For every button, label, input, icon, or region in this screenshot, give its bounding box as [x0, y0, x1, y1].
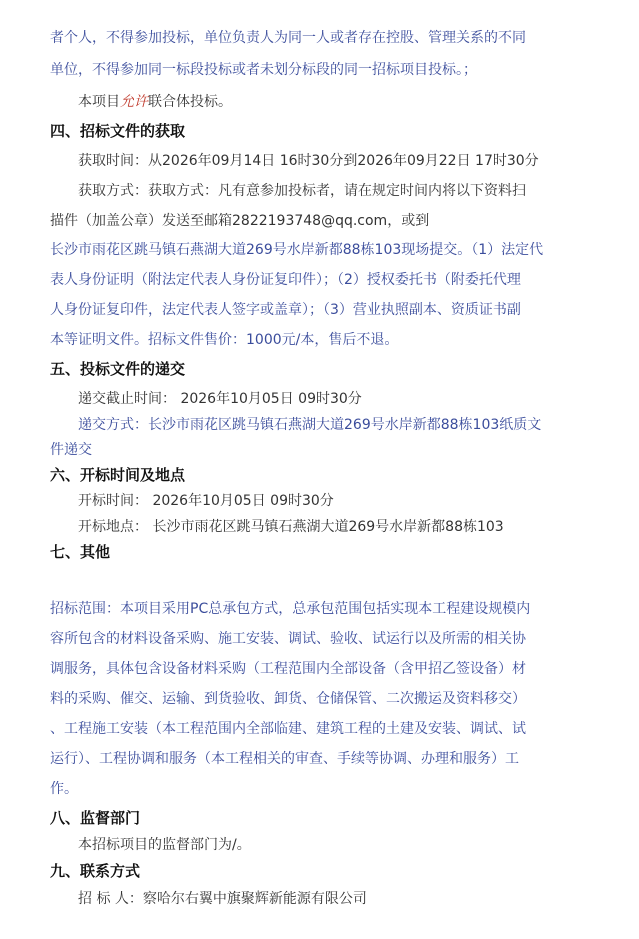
intro-line-1: 者个人，不得参加投标，单位负责人为同一人或者存在控股、管理关系的不同: [50, 30, 526, 46]
acquire-time: 获取时间：从2026年09月14日 16时30分到2026年09月22日 17时30分: [78, 153, 539, 169]
submit-method-line-1: 递交方式：长沙市雨花区跳马镇石燕湖大道269号水岸新都88栋103纸质文: [78, 417, 542, 433]
section-4-heading: 四、招标文件的获取: [50, 122, 186, 140]
opening-time: 开标时间： 2026年10月05日 09时30分: [78, 493, 334, 509]
scope-line-4: 料的采购、催交、运输、到货验收、卸货、仓储保管、二次搬运及资料移交）: [50, 691, 526, 707]
section-6-heading: 六、开标时间及地点: [50, 466, 186, 484]
scope-line-6: 运行）、工程协调和服务（本工程相关的审查、手续等协调、办理和服务）工: [50, 751, 519, 767]
acquire-method-line-6: 本等证明文件。招标文件售价：1000元/本，售后不退。: [50, 332, 399, 348]
scope-line-3: 调服务，具体包含设备材料采购（工程范围内全部设备（含甲招乙签设备）材: [50, 661, 526, 677]
acquire-method-line-4: 表人身份证明（附法定代表人身份证复印件）；（2）授权委托书（附委托代理: [50, 272, 521, 288]
consortium-value: 允许: [120, 94, 148, 110]
section-9-heading: 九、联系方式: [50, 862, 141, 880]
consortium-line: [78, 92, 232, 112]
scope-line-1: 招标范围：本项目采用PC总承包方式，总承包范围包括实现本工程建设规模内: [50, 601, 531, 617]
scope-line-5: 、工程施工安装（本工程范围内全部临建、建筑工程的土建及安装、调试、试: [50, 721, 526, 737]
intro-line-2: 单位，不得参加同一标段投标或者未划分标段的同一招标项目投标。；: [50, 62, 477, 78]
acquire-method-line-1: 获取方式：获取方式：凡有意参加投标者，请在规定时间内将以下资料扫: [78, 183, 526, 199]
consortium-suffix: 联合体投标。: [148, 94, 232, 110]
section-8-heading: 八、监督部门: [50, 809, 141, 827]
scope-line-2: 容所包含的材料设备采购、施工安装、调试、验收、试运行以及所需的相关协: [50, 631, 526, 647]
opening-place: 开标地点： 长沙市雨花区跳马镇石燕湖大道269号水岸新都88栋103: [78, 519, 504, 535]
section-7-heading: 七、其他: [50, 543, 111, 561]
consortium-prefix: 本项目: [78, 94, 120, 110]
submit-method-line-2: 件递交: [50, 442, 92, 458]
scope-line-7: 作。: [50, 781, 78, 797]
acquire-method-line-2: 描件（加盖公章）发送至邮箱2822193748@qq.com，或到: [50, 213, 430, 229]
section-5-heading: 五、投标文件的递交: [50, 360, 186, 378]
tenderer-label: 招 标 人：: [78, 891, 143, 907]
tenderer-line: [78, 889, 367, 909]
submit-deadline: 递交截止时间： 2026年10月05日 09时30分: [78, 391, 362, 407]
tenderer-value: 察哈尔右翼中旗聚辉新能源有限公司: [142, 891, 367, 907]
acquire-method-line-3: 长沙市雨花区跳马镇石燕湖大道269号水岸新都88栋103现场提交。（1）法定代: [50, 242, 544, 258]
supervision-text: 本招标项目的监督部门为/。: [78, 837, 251, 853]
acquire-method-line-5: 人身份证复印件，法定代表人签字或盖章）；（3）营业执照副本、资质证书副: [50, 302, 521, 318]
